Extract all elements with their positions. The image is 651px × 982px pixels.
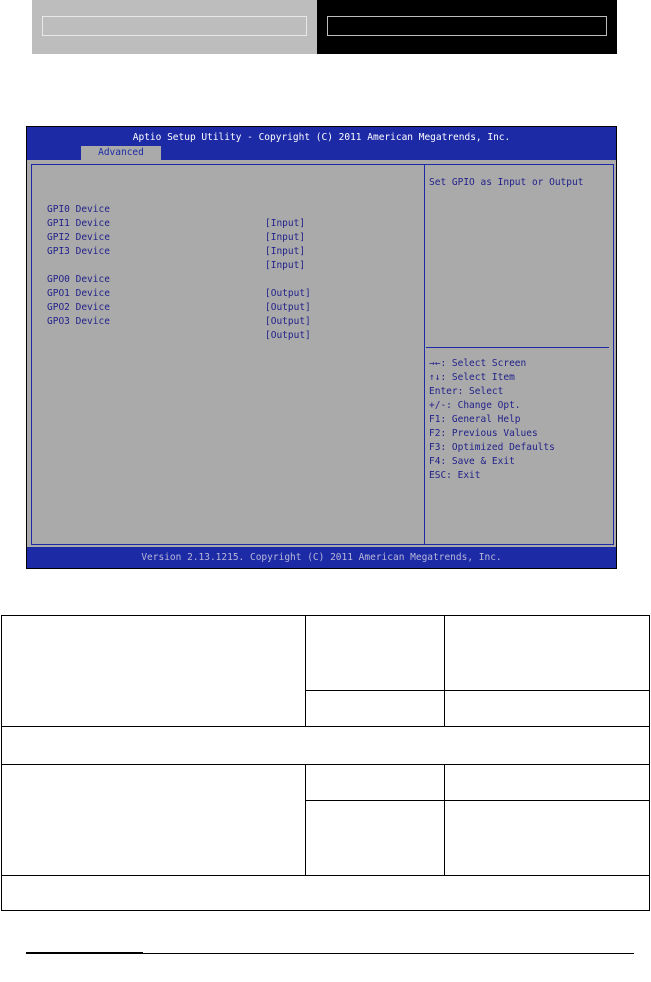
option-spacer (47, 245, 93, 259)
table-rule (1, 764, 650, 765)
header-left-frame (42, 16, 307, 36)
bios-screen (26, 126, 617, 569)
tab-advanced[interactable]: Advanced (81, 146, 161, 160)
option-label: GPO0 Device (47, 274, 110, 285)
option-label: GPI1 Device (47, 218, 110, 229)
table-rule (649, 615, 650, 911)
panel-divider (424, 165, 425, 544)
bios-title-bar (27, 127, 616, 160)
key-hint: F4: Save & Exit (429, 456, 515, 467)
key-hint: ESC: Exit (429, 470, 481, 481)
option-gpi3[interactable] (47, 231, 306, 271)
key-hint: Enter: Select (429, 386, 504, 397)
option-label: GPI0 Device (47, 204, 110, 215)
option-label: GPI2 Device (47, 232, 110, 243)
option-value[interactable]: [Output] (265, 288, 311, 299)
option-list (47, 189, 311, 341)
bios-title: Aptio Setup Utility - Copyright (C) 2011 American Megatrends, Inc. (132, 132, 511, 143)
option-value[interactable]: [Output] (265, 302, 311, 313)
help-text: Set GPIO as Input or Output (429, 177, 584, 188)
key-hint: F1: General Help (429, 414, 521, 425)
option-value[interactable]: [Output] (265, 316, 311, 327)
option-value[interactable]: [Output] (265, 330, 311, 341)
table-rule (305, 615, 306, 726)
option-value[interactable]: [Input] (265, 218, 306, 229)
header-right-band (317, 0, 617, 54)
table-rule (444, 764, 445, 875)
bios-version-bar: Version 2.13.1215. Copyright (C) 2011 American Megatrends, Inc. (27, 547, 616, 568)
table-rule (305, 690, 650, 691)
key-hint: +/-: Change Opt. (429, 400, 521, 411)
option-value[interactable]: [Input] (265, 232, 306, 243)
table-rule (1, 726, 650, 727)
key-hint: F2: Previous Values (429, 428, 538, 439)
option-gpo3[interactable] (47, 301, 311, 341)
option-label: GPO3 Device (47, 316, 110, 327)
option-label: GPO1 Device (47, 288, 110, 299)
key-hint: →←: Select Screen (429, 358, 527, 369)
footer-rule (26, 953, 634, 954)
key-hint: ↑↓: Select Item (429, 372, 515, 383)
table-rule (1, 615, 2, 911)
table-rule (1, 615, 650, 616)
option-label: GPO2 Device (47, 302, 110, 313)
key-hint: F3: Optimized Defaults (429, 442, 555, 453)
table-rule (444, 615, 445, 726)
table-rule (305, 764, 306, 875)
option-value[interactable]: [Input] (265, 260, 306, 271)
header-right-frame (327, 16, 607, 36)
table-rule (305, 800, 650, 801)
help-separator (426, 347, 609, 348)
table-rule (1, 875, 650, 876)
option-label: GPI3 Device (47, 246, 110, 257)
table-rule (1, 910, 650, 911)
key-legend (429, 357, 555, 483)
header-left-band (32, 0, 317, 54)
bios-main-panel (31, 164, 614, 545)
option-value[interactable]: [Input] (265, 246, 306, 257)
